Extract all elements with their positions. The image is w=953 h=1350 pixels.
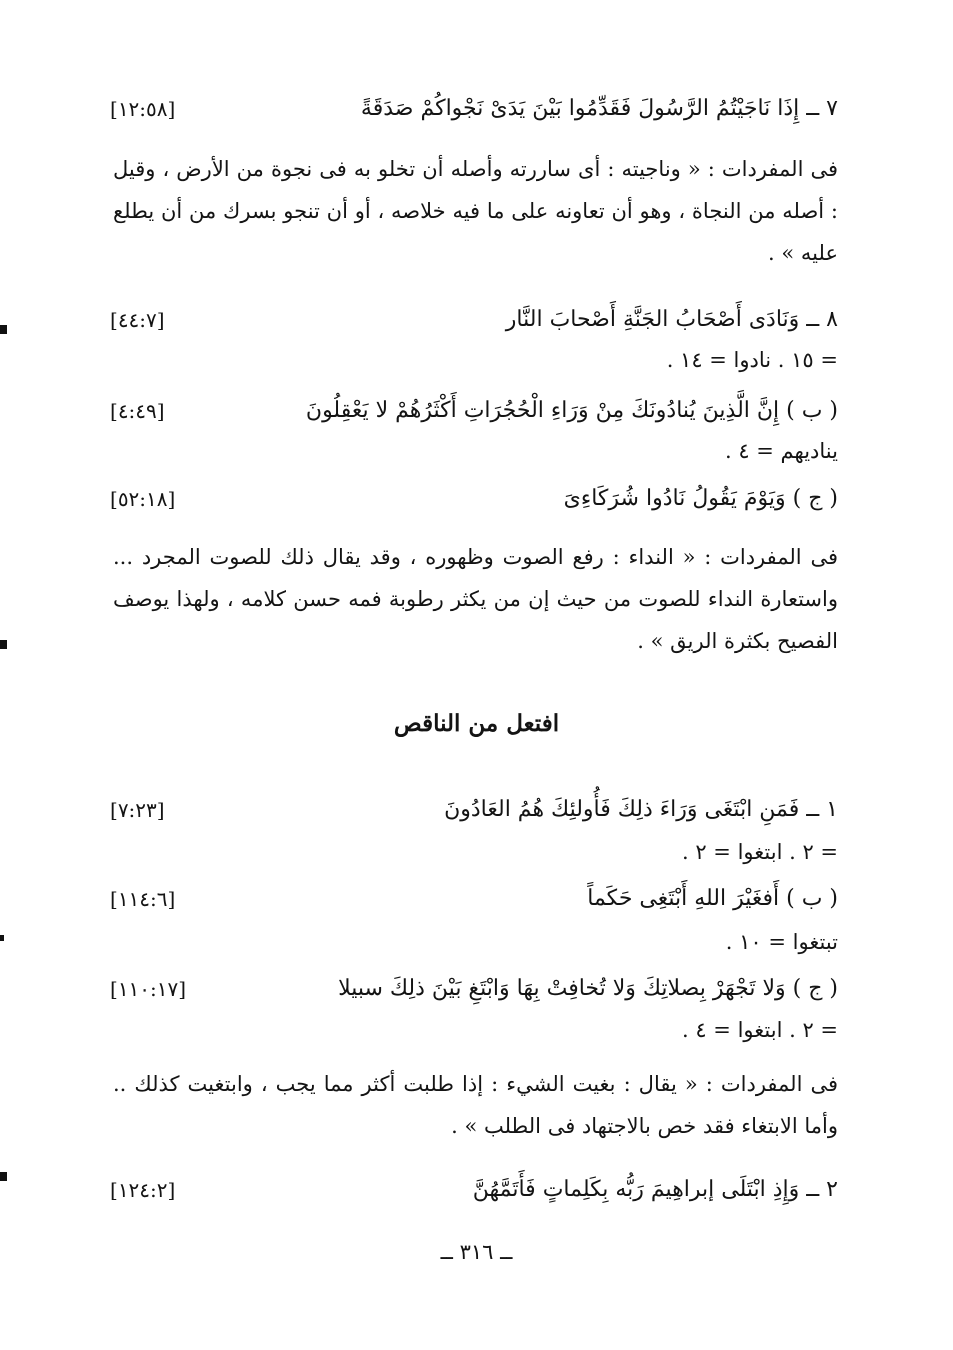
quran-verse: ( ج ) وَيَوْمَ يَقُولُ نَادُوا شُرَكَاءِىَ xyxy=(563,486,838,511)
scan-mark xyxy=(0,325,7,334)
quran-verse: ١ ــ فَمَنِ ابْتَغَى وَرَاءَ ذلِكَ فَأُولئِكَ هُمُ العَادُونَ xyxy=(444,797,838,822)
entry-8c-row xyxy=(110,482,838,516)
entry-7-row xyxy=(110,92,838,126)
mufradat-note-2: فى المفردات : « النداء : رفع الصوت وظهوره ، وقد يقال ذلك للصوت المجرد ... واستعارة النداء للصوت من حيث إن من يكثر رطوبة فمه حسن كلامه ، ولهذا يوصف الفصيح بكثرة الريق » . xyxy=(113,545,838,653)
scan-mark xyxy=(0,935,4,941)
mufradat-note-3: فى المفردات : « يقال : بغيت الشيء : إذا طلبت أكثر مما يجب ، وابتغيت كذلك .. وأما الابتغاء فقد خص بالاجتهاد فى الطلب » . xyxy=(113,1072,838,1138)
entry-8-row xyxy=(110,303,838,337)
quran-verse: ٨ ــ وَنَادَى أَصْحَابُ الجَنَّةِ أَصْحابَ النَّار xyxy=(505,307,838,332)
word-count-line: = ٢ . ابتغوا = ٤ . xyxy=(681,1018,838,1042)
verse-reference: [٥٢:١٨] xyxy=(110,487,176,511)
scan-mark xyxy=(0,640,7,649)
mufradat-note-1: فى المفردات : « وناجيته : أى ساررته وأصله أن تخلو به فى نجوة من الأرض ، وقيل : أصله من النجاة ، وهو أن تعاونه على ما فيه خلاصه ، أو أن تنجو بسرك من أن يطلع عليه » . xyxy=(113,157,838,265)
scan-mark xyxy=(0,1172,7,1181)
word-count-line: = ١٥ . نادوا = ١٤ . xyxy=(666,348,838,372)
quran-verse: ( ب ) أَفغَيْرَ اللهِ أَبْتَغِى حَكَماً xyxy=(587,886,838,911)
quran-verse: ( ج ) وَلا تَجْهَرْ بِصلاتِكَ وَلا تُخافِتْ بِهَا وَابْتَغِ بَيْنَ ذلِكَ سبيلا xyxy=(338,976,838,1001)
entry-8b-row xyxy=(110,394,838,428)
word-count-line: تبتغوا = ١٠ . xyxy=(725,930,838,954)
entry-2-row xyxy=(110,1173,838,1207)
page-number: ــ ٣١٦ ــ xyxy=(440,1240,513,1264)
word-count-line: يناديهم = ٤ . xyxy=(724,439,838,463)
quran-verse: ٢ ــ وَإِذِ ابْتَلَى إبراهِيمَ رَبُّه بِكَلِماتٍ فَأَتَمَّهُنَّ xyxy=(472,1177,838,1202)
entry-1c-row xyxy=(110,972,838,1006)
quran-verse: ٧ ــ إِذَا نَاجَيْتُمُ الرَّسُولَ فَقَدِّمُوا بَيْنَ يَدَىْ نَجْواكُمْ صَدَقَةً xyxy=(360,96,838,121)
quran-verse: ( ب ) إِنَّ الَّذِينَ يُنادُونَكَ مِنْ وَرَاءِ الْحُجُرَاتِ أَكْثَرُهُمْ لا يَعْقِلُونَ xyxy=(305,398,838,423)
verse-reference: [١١٤:٦] xyxy=(110,887,176,911)
verse-reference: [٤٤:٧] xyxy=(110,308,165,332)
verse-reference: [٤:٤٩] xyxy=(110,399,165,423)
verse-reference: [١١٠:١٧] xyxy=(110,977,187,1001)
verse-reference: [١٢٤:٢] xyxy=(110,1178,176,1202)
verse-reference: [٧:٢٣] xyxy=(110,798,165,822)
entry-1b-row xyxy=(110,882,838,916)
verse-reference: [١٢:٥٨] xyxy=(110,97,176,121)
word-count-line: = ٢ . ابتغوا = ٢ . xyxy=(681,840,838,864)
entry-1-row xyxy=(110,793,838,827)
section-heading: افتعل من الناقص xyxy=(393,710,560,737)
